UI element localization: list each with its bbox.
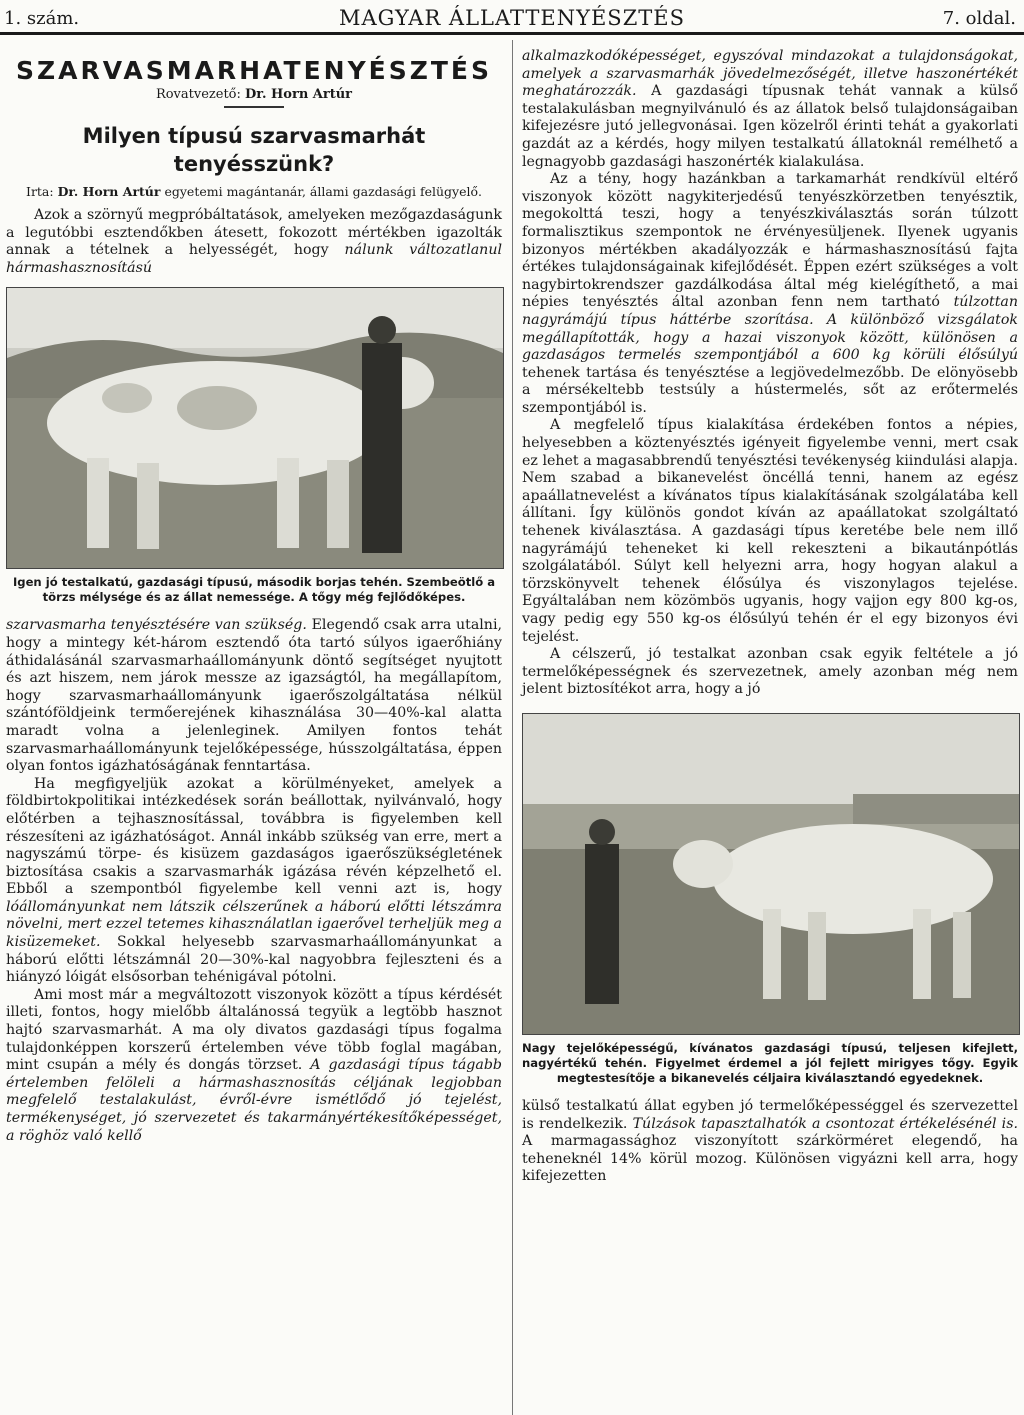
section-editor xyxy=(6,87,502,102)
right-column xyxy=(522,48,1018,1186)
column-divider xyxy=(512,40,513,1415)
header-rule xyxy=(0,32,1024,35)
byline-label: Irta: xyxy=(26,184,54,199)
cow-with-man-illustration xyxy=(523,714,1019,1034)
byline xyxy=(6,184,502,199)
right-paragraph-1: Az a tény, hogy hazánkban a tarkamarhát rendkívül eltérő viszonyok között nagykiterjedésű tenyészkörzetben tenyésztik, megokolttá teszi, hogy a tenyészkiválasztás során túlzott formalisztikus szempontok ne érvényesüljenek. Ilyenek ugyanis bizonyos mértékben akadályozzák e hármashasznosítású fajta értékes tulajdonságainak kifejlődését. Éppen ezért szükséges a volt nagybirtokrendszer gazdálkodása által még kielégíthető, a mai népies tenyésztés által azonban fenn nem tartható túlzottan nagyrámájú típus háttérbe szorítása. A különböző vizsgálatok megállapították, hogy a hazai viszonyok között, különösen a gazdaságos termelés szempontjából a 600 kg körüli élősúlyú tehenek tartása és tenyésztése a legjövedelmezőbb. De elönyösebb a mérsékeltebb testsúly a hústermelés, sőt az erőtermelés szempontjából is. xyxy=(522,171,1019,416)
photo-caption-2: Nagy tejelőképességű, kívánatos gazdasági típusú, teljesen kifejlett, nagyértékű tehén. Figyelmet érdemel a jól fejlett mirigyes tőgy. Egyik megtestesítője a bikanevelés céljaira kiválasztandó egyedeknek. xyxy=(522,1040,1018,1085)
right-paragraph-4: külső testalkatú állat egyben jó termelőképességgel és szervezettel is rendelkezik. Túlzások tapasztalhatók a csontozat értékelésénél is. A marmagassághoz viszonyított szárkörméret elegendő, ha teheneknél 14% körül mozog. Különösen vigyázni kell arra, hogy kifejezetten xyxy=(522,1097,1018,1185)
left-column xyxy=(6,48,502,1145)
photo-caption-1: Igen jó testalkatú, gazdasági típusú, második borjas tehén. Szembeötlő a törzs mélysége és az állat nemessége. A tőgy még fejlődőképes. xyxy=(12,575,496,605)
editor-label: Rovatvezető: xyxy=(155,87,241,102)
journal-title: MAGYAR ÁLLATTENYÉSZTÉS xyxy=(338,6,686,30)
intro-paragraph: Azok a szörnyű megpróbáltatások, amelyeken mezőgazdaságunk a legutóbbi esztendőkben átesett, fokozott mértékben igazolták annak a tételnek a helyességét, hogy nálunk változatlanul hármashasznosítású xyxy=(6,207,502,276)
left-paragraph-1: szarvasmarha tenyésztésére van szükség. Elegendő csak arra utalni, hogy a mintegy két-három esztendő óta tartó súlyos igaerőhiány áthidalásánál szarvasmarhaállományunk döntő segítséget nyujtott és azt hiszem, nem járok messze az igazságtól, ha megállapítom, hogy szarvasmarhaállományunk igaerőszolgáltatása nélkül szántóföldjeink termőerejének kihasználása 30—40%-kal alatta maradt volna a jelenleginek. Amilyen fontos tehát szarvasmarhaállományunk tejelőképessége, hússzolgáltatása, éppen olyan fontos igázhatóságának fenntartása. xyxy=(6,617,502,775)
byline-title: egyetemi magántanár, állami gazdasági felügyelő. xyxy=(164,184,482,199)
left-paragraph-3: Ami most már a megváltozott viszonyok között a típus kérdését illeti, fontos, hogy mielőbb általánossá tegyük a legtöbb hasznot hajtó szarvasmarhát. A ma oly divatos gazdasági típus fogalma tulajdonképpen korszerű értelemben véve több foglal magában, mint csupán a mély és dongás törzset. A gazdasági típus tágabb értelemben felöleli a hármashasznosítás céljának legjobban megfelelő testalakulást, évről-évre ismétlődő jó tejelést, termékenységet, jó szervezetet és takarmányértékesítőképességet, a röghöz való kellő xyxy=(6,986,503,1144)
issue-number: 1. szám. xyxy=(4,8,80,29)
article-title: Milyen típusú szarvasmarhát tenyésszünk? xyxy=(82,124,426,176)
title-rule xyxy=(224,106,284,108)
section-title: SZARVASMARHATENYÉSZTÉS xyxy=(15,56,493,85)
cow-photo-1 xyxy=(6,287,504,569)
cow-photo-2 xyxy=(522,713,1020,1035)
byline-author: Dr. Horn Artúr xyxy=(57,184,161,199)
right-paragraph-2: A megfelelő típus kialakítása érdekében fontos a népies, helyesebben a köztenyésztés igényeit figyelembe venni, mert csak ez lehet a magasabbrendű tenyésztési tevékenység kiindulási alapja. Nem szabad a bikanevelést öncéllá tenni, hanem az egész apaállatnevelést a kívánatos típus kialakításának szolgálatába kell állítani. Így különös gondot kíván az apaállatokat szolgáltató tehenek kiválasztása. A gazdasági típus keretébe bele nem illő nagyrámájú teheneket ki kell rekeszteni a bikautánpótlás szolgálatából. Súlyt kell helyezni arra, hogy hogyan alakul a törzskönyvelt tehenek élősúlya és viszonylagos tejelése. Egyáltalában nem közömbös ugyanis, hogy vajjon egy 800 kg-os, vagy pedig egy 550 kg-os élősúlyú tehén ér el egy bizonyos évi tejelést. xyxy=(522,417,1018,645)
right-paragraph-0: alkalmazkodóképességet, egyszóval mindazokat a tulajdonságokat, amelyek a szarvasmarhák jövedelmezőségét, illetve haszonértékét meghatározzák. A gazdasági típusnak tehát vannak a külső testalakulásban megnyilvánuló és az állatok belső tulajdonságaiban kifejezésre jutó jellegvonásai. Igen közelről érinti tehát a gyakorlati gazdát az a kérdés, hogy milyen testalkatú állatoknál remélhető a legnagyobb gazdasági haszonérték kialakulása. xyxy=(522,48,1019,170)
editor-name: Dr. Horn Artúr xyxy=(245,87,353,102)
page-number: 7. oldal. xyxy=(942,8,1016,29)
cow-with-woman-illustration xyxy=(7,288,503,568)
left-paragraph-2: Ha megfigyeljük azokat a körülményeket, amelyek a földbirtokpolitikai intézkedések során beállottak, nyilvánvaló, hogy előtérben a tejhasznosítással, továbbra is figyelemben kell részesíteni az igázhatóságot. Annál inkább szükség van erre, mert a nagyszámú törpe- és kisüzem gazdaságos igaerőszükségletének biztosítása csakis a szarvasmarhák igázása révén képzelhető el. Ebből a szempontból figyelembe kell venni azt is, hogy lóállományunkat nem látszik célszerűnek a háború előtti létszámra növelni, mert ezzel tetemes kihasználatlan igaerővel terheljük meg a kisüzemeket. Sokkal helyesebb szarvasmarhaállományunkat a háború előtti létszámnál 20—30%-kal nagyobbra fejleszteni és a hiányzó lóigát elsősorban tehénigával pótolni. xyxy=(6,775,502,986)
right-paragraph-3: A célszerű, jó testalkat azonban csak egyik feltétele a jó termelőképességnek és szervezetnek, amely azonban még nem jelent biztosítékot arra, hogy a jó xyxy=(522,646,1018,698)
